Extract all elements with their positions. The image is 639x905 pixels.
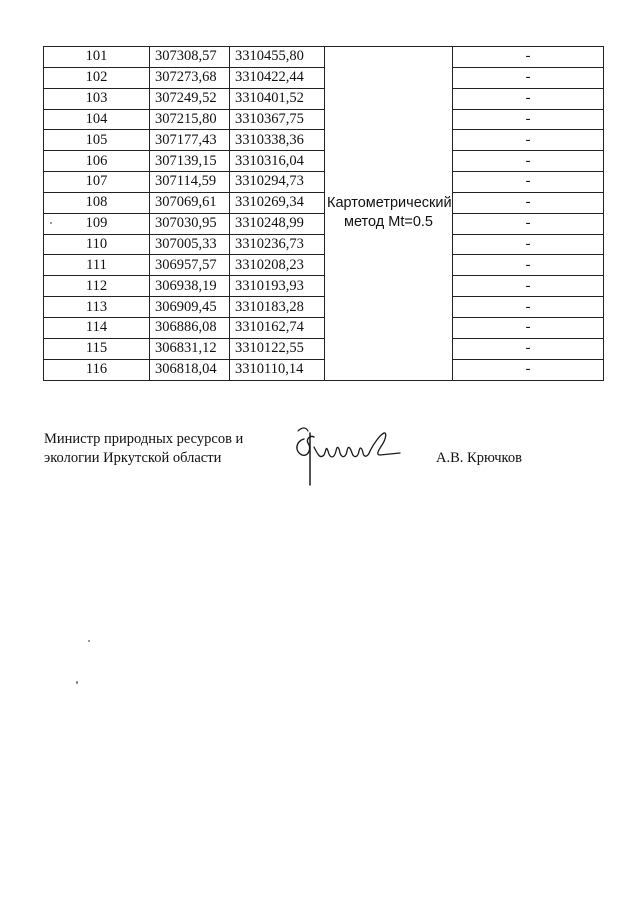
point-number-cell: 113 xyxy=(44,297,150,318)
signer-name: А.В. Крючков xyxy=(436,450,522,466)
y-coordinate-cell: 3310316,04 xyxy=(230,151,325,172)
point-number-cell: 115 xyxy=(44,338,150,359)
y-coordinate-cell: 3310422,44 xyxy=(230,67,325,88)
x-coordinate-cell: 307249,52 xyxy=(150,88,230,109)
table-row xyxy=(44,276,604,297)
scan-speck xyxy=(76,681,78,684)
y-coordinate-cell: 3310338,36 xyxy=(230,130,325,151)
table-row xyxy=(44,172,604,193)
table-row xyxy=(44,67,604,88)
x-coordinate-cell: 307215,80 xyxy=(150,109,230,130)
extra-value-cell: - xyxy=(453,276,604,297)
table-row xyxy=(44,213,604,234)
x-coordinate-cell: 306831,12 xyxy=(150,338,230,359)
y-coordinate-cell: 3310455,80 xyxy=(230,47,325,68)
point-number-cell: 109 xyxy=(44,213,150,234)
extra-value-cell: - xyxy=(453,172,604,193)
table-row xyxy=(44,192,604,213)
point-number-cell: 114 xyxy=(44,317,150,338)
x-coordinate-cell: 307273,68 xyxy=(150,67,230,88)
extra-value-cell: - xyxy=(453,109,604,130)
table-row xyxy=(44,130,604,151)
y-coordinate-cell: 3310248,99 xyxy=(230,213,325,234)
point-number-cell: 103 xyxy=(44,88,150,109)
extra-value-cell: - xyxy=(453,338,604,359)
table-row xyxy=(44,317,604,338)
table-row xyxy=(44,47,604,68)
x-coordinate-cell: 307114,59 xyxy=(150,172,230,193)
extra-value-cell: - xyxy=(453,317,604,338)
x-coordinate-cell: 306818,04 xyxy=(150,359,230,380)
y-coordinate-cell: 3310401,52 xyxy=(230,88,325,109)
method-cell: Картометрический метод Mt=0.5 xyxy=(325,47,453,381)
x-coordinate-cell: 306957,57 xyxy=(150,255,230,276)
x-coordinate-cell: 307177,43 xyxy=(150,130,230,151)
y-coordinate-cell: 3310269,34 xyxy=(230,192,325,213)
table-row xyxy=(44,109,604,130)
coordinates-table-body xyxy=(44,47,604,381)
point-number-cell: 116 xyxy=(44,359,150,380)
x-coordinate-cell: 307005,33 xyxy=(150,234,230,255)
x-coordinate-cell: 306909,45 xyxy=(150,297,230,318)
extra-value-cell: - xyxy=(453,47,604,68)
point-number-cell: 108 xyxy=(44,192,150,213)
x-coordinate-cell: 307139,15 xyxy=(150,151,230,172)
point-number-cell: 111 xyxy=(44,255,150,276)
table-row xyxy=(44,359,604,380)
point-number-cell: 112 xyxy=(44,276,150,297)
point-number-cell: 105 xyxy=(44,130,150,151)
coordinates-table xyxy=(43,46,604,381)
table-row xyxy=(44,297,604,318)
x-coordinate-cell: 307069,61 xyxy=(150,192,230,213)
point-number-cell: 107 xyxy=(44,172,150,193)
y-coordinate-cell: 3310122,55 xyxy=(230,338,325,359)
x-coordinate-cell: 307308,57 xyxy=(150,47,230,68)
y-coordinate-cell: 3310183,28 xyxy=(230,297,325,318)
table-row xyxy=(44,234,604,255)
extra-value-cell: - xyxy=(453,151,604,172)
y-coordinate-cell: 3310162,74 xyxy=(230,317,325,338)
handwritten-signature xyxy=(292,425,404,487)
table-row xyxy=(44,255,604,276)
extra-value-cell: - xyxy=(453,67,604,88)
y-coordinate-cell: 3310208,23 xyxy=(230,255,325,276)
y-coordinate-cell: 3310294,73 xyxy=(230,172,325,193)
table-row xyxy=(44,151,604,172)
table-row xyxy=(44,338,604,359)
y-coordinate-cell: 3310367,75 xyxy=(230,109,325,130)
point-number-cell: 102 xyxy=(44,67,150,88)
scan-speck xyxy=(50,222,52,224)
extra-value-cell: - xyxy=(453,234,604,255)
point-number-cell: 101 xyxy=(44,47,150,68)
extra-value-cell: - xyxy=(453,297,604,318)
extra-value-cell: - xyxy=(453,213,604,234)
point-number-cell: 110 xyxy=(44,234,150,255)
extra-value-cell: - xyxy=(453,359,604,380)
x-coordinate-cell: 307030,95 xyxy=(150,213,230,234)
signatory-position xyxy=(44,430,243,468)
extra-value-cell: - xyxy=(453,88,604,109)
signatory-position-line-2: экологии Иркутской области xyxy=(44,450,222,466)
extra-value-cell: - xyxy=(453,255,604,276)
signatory-position-line-1: Министр природных ресурсов и xyxy=(44,431,244,447)
point-number-cell: 104 xyxy=(44,109,150,130)
x-coordinate-cell: 306938,19 xyxy=(150,276,230,297)
extra-value-cell: - xyxy=(453,192,604,213)
point-number-cell: 106 xyxy=(44,151,150,172)
scan-speck xyxy=(88,640,90,642)
extra-value-cell: - xyxy=(453,130,604,151)
y-coordinate-cell: 3310110,14 xyxy=(230,359,325,380)
x-coordinate-cell: 306886,08 xyxy=(150,317,230,338)
y-coordinate-cell: 3310193,93 xyxy=(230,276,325,297)
y-coordinate-cell: 3310236,73 xyxy=(230,234,325,255)
table-row xyxy=(44,88,604,109)
